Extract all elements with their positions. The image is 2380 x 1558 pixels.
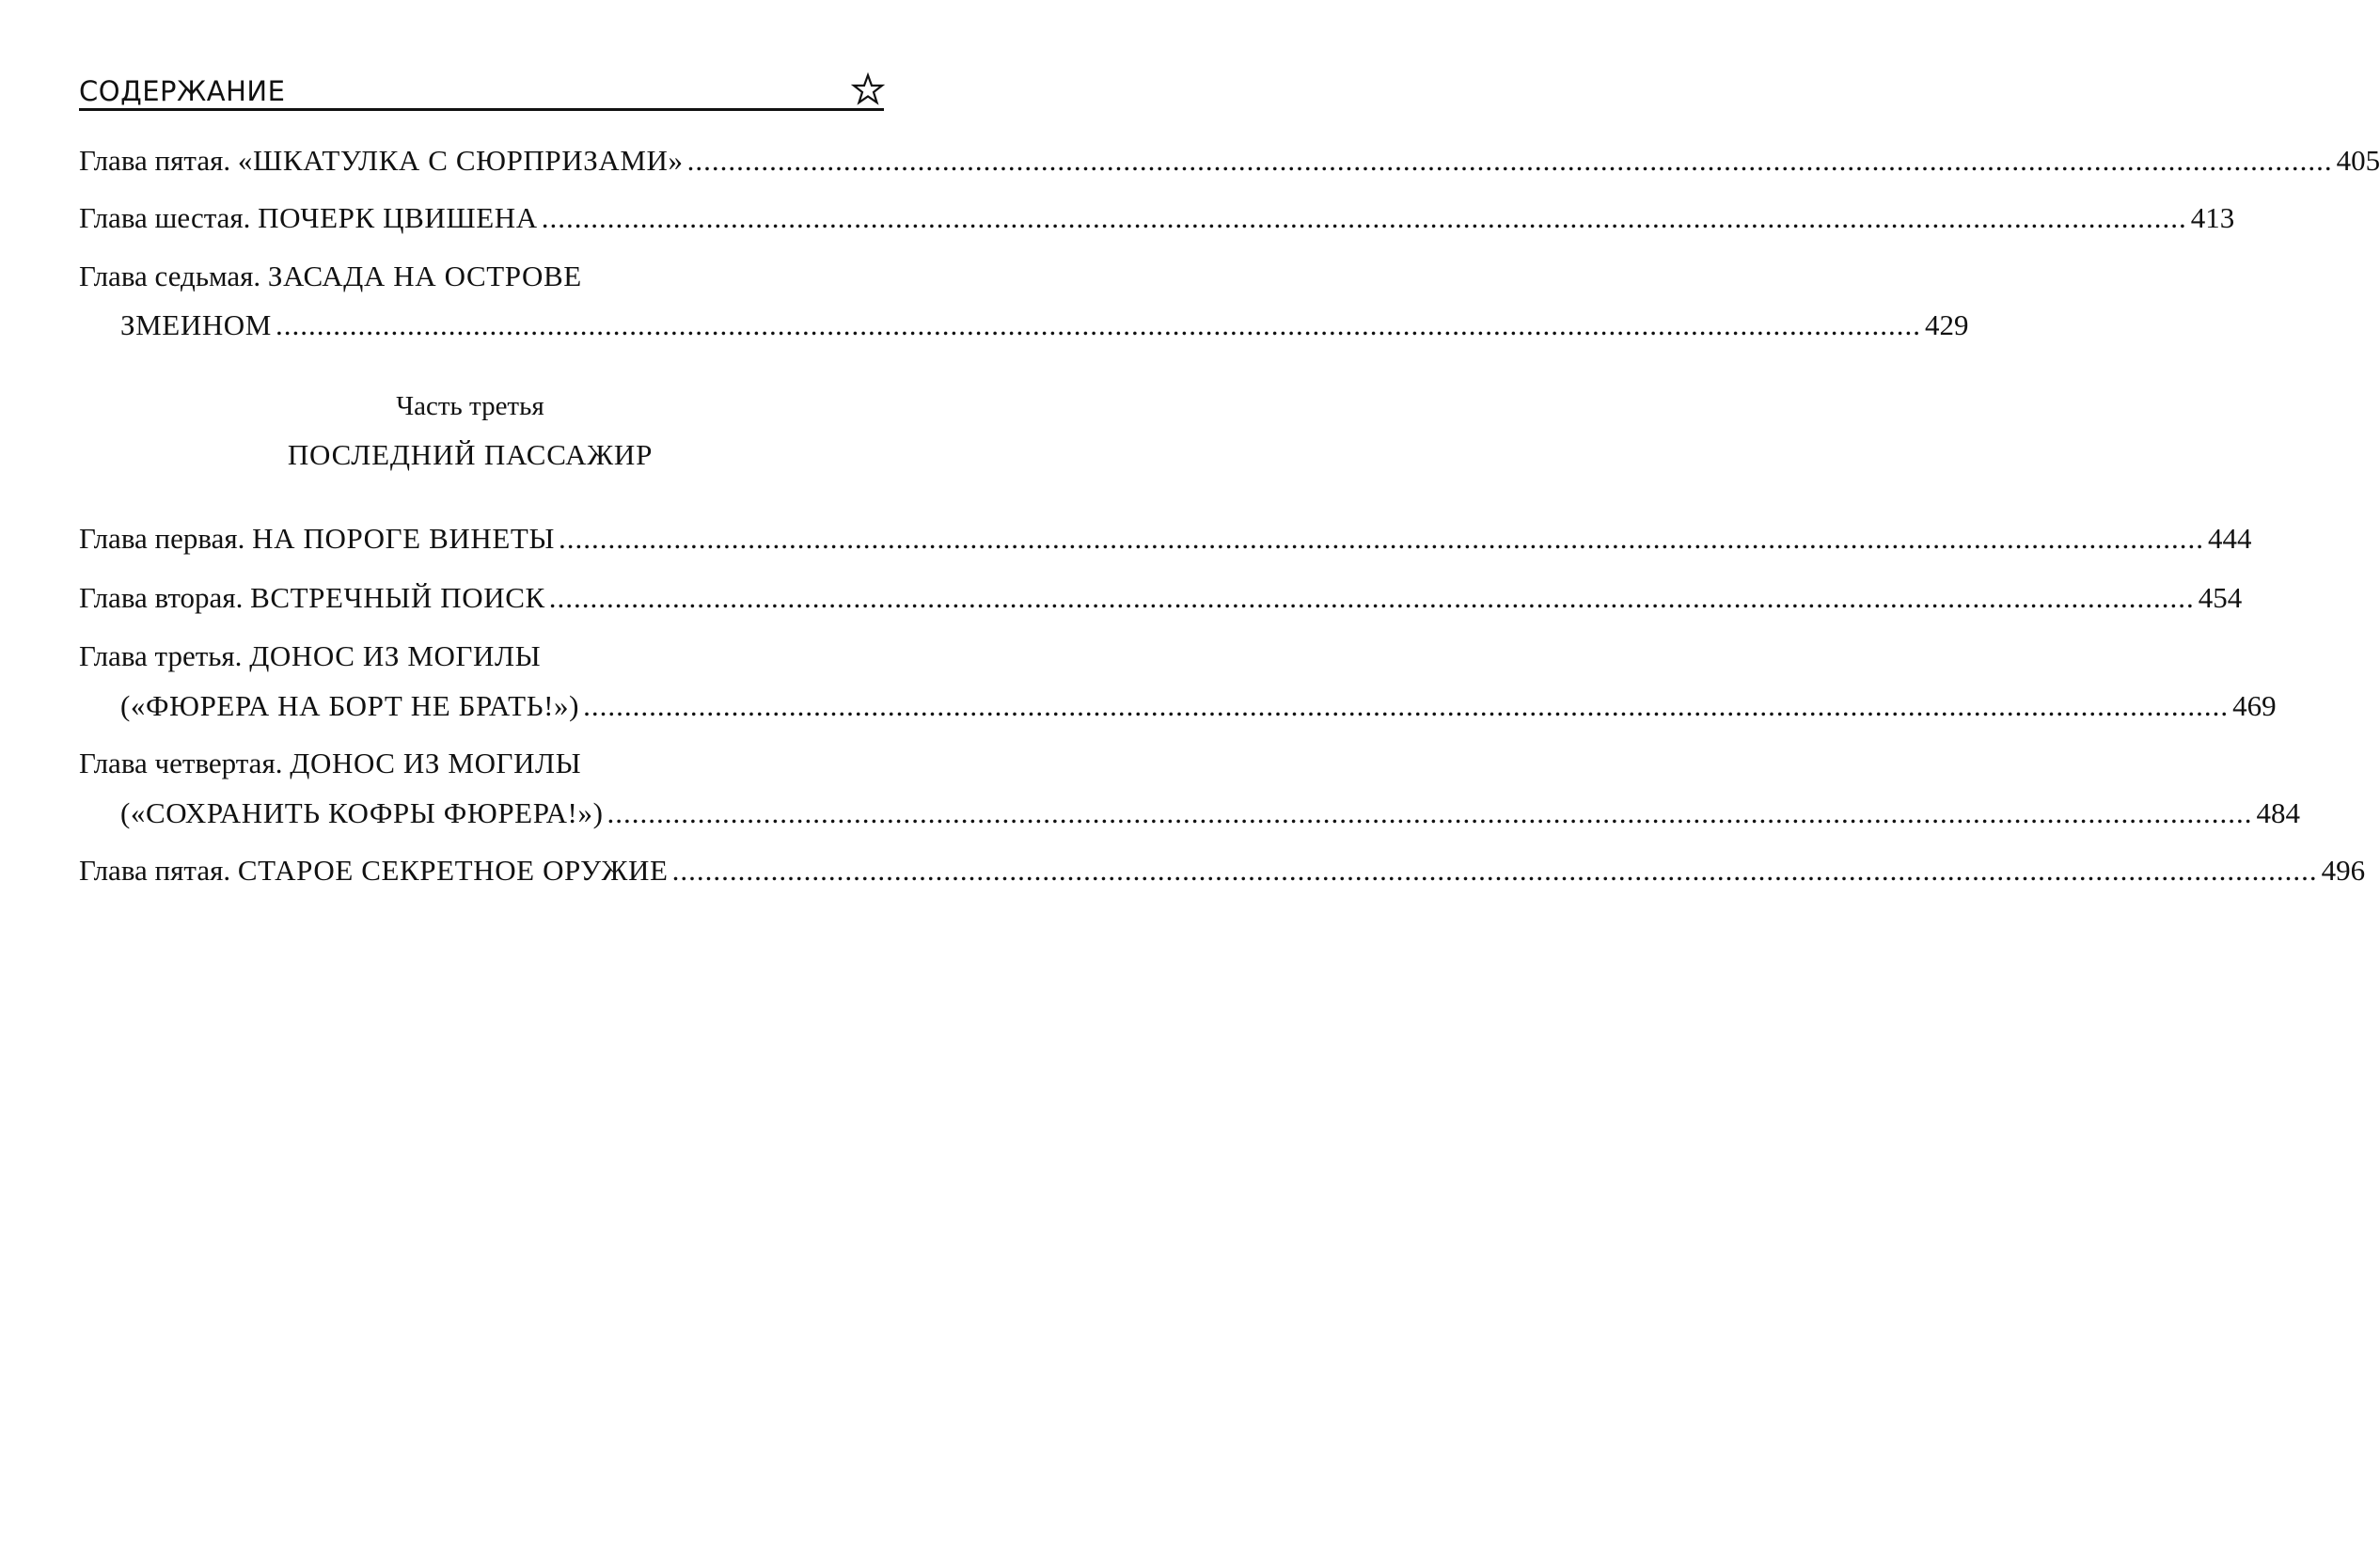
chapter-label: Глава вторая.	[79, 581, 244, 614]
toc-entry-continuation	[120, 308, 1969, 341]
toc-entry	[79, 201, 2235, 234]
dot-leader: ........................................................................................................................................................................................................	[559, 522, 2205, 555]
dot-leader: ........................................................................................................................................................................................................	[607, 796, 2253, 829]
toc-entry	[79, 144, 2380, 177]
header-rule	[79, 108, 884, 111]
part-label: Часть третья	[396, 391, 544, 421]
chapter-title-continuation: ЗМЕИНОМ	[120, 308, 272, 341]
page-number: 469	[2232, 689, 2277, 722]
dot-leader: ........................................................................................................................................................................................................	[548, 581, 2195, 614]
chapter-label: Глава пятая.	[79, 144, 231, 177]
star-outline-icon	[852, 73, 884, 105]
chapter-title: ВСТРЕЧНЫЙ ПОИСК	[250, 581, 545, 614]
page-number: 429	[1924, 308, 1969, 341]
toc-entry	[79, 854, 2366, 887]
chapter-label: Глава первая.	[79, 522, 245, 555]
dot-leader: ........................................................................................................................................................................................................	[275, 308, 1921, 341]
chapter-title: НА ПОРОГЕ ВИНЕТЫ	[252, 522, 556, 555]
chapter-title: ЗАСАДА НА ОСТРОВЕ	[267, 260, 582, 292]
part-title: ПОСЛЕДНИЙ ПАССАЖИР	[287, 438, 654, 471]
chapter-label: Глава седьмая.	[79, 260, 261, 292]
toc-entry-first-line	[79, 261, 884, 291]
toc-entry	[79, 522, 2252, 555]
chapter-title: «ШКАТУЛКА С СЮРПРИЗАМИ»	[237, 144, 684, 177]
chapter-label: Глава четвертая.	[79, 747, 283, 779]
chapter-title: СТАРОЕ СЕКРЕТНОЕ ОРУЖИЕ	[237, 854, 669, 887]
dot-leader: ........................................................................................................................................................................................................	[541, 201, 2187, 234]
chapter-title: ПОЧЕРК ЦВИШЕНА	[258, 201, 538, 234]
dot-leader: ........................................................................................................................................................................................................	[686, 144, 2333, 177]
page-number: 496	[2321, 854, 2366, 887]
header-title: СОДЕРЖАНИЕ	[79, 75, 286, 107]
chapter-title-continuation: («ФЮРЕРА НА БОРТ НЕ БРАТЬ!»)	[120, 689, 580, 722]
page-number: 413	[2190, 201, 2235, 234]
chapter-label: Глава пятая.	[79, 854, 231, 887]
toc-entry-continuation	[120, 796, 2301, 829]
toc-entry-continuation	[120, 689, 2277, 722]
chapter-label: Глава шестая.	[79, 201, 251, 234]
chapter-title: ДОНОС ИЗ МОГИЛЫ	[249, 639, 542, 672]
toc-entry	[79, 581, 2243, 614]
running-header	[79, 66, 884, 111]
page-number: 484	[2256, 796, 2301, 829]
chapter-label: Глава третья.	[79, 639, 243, 672]
toc-entry-first-line	[79, 641, 884, 670]
chapter-title-continuation: («СОХРАНИТЬ КОФРЫ ФЮРЕРА!»)	[120, 796, 604, 829]
page-number: 444	[2208, 522, 2252, 555]
page-number: 405	[2336, 144, 2380, 177]
chapter-title: ДОНОС ИЗ МОГИЛЫ	[290, 747, 582, 779]
dot-leader: ........................................................................................................................................................................................................	[671, 854, 2318, 887]
toc-entry-first-line	[79, 748, 884, 778]
page-number: 454	[2198, 581, 2243, 614]
dot-leader: ........................................................................................................................................................................................................	[583, 689, 2230, 722]
